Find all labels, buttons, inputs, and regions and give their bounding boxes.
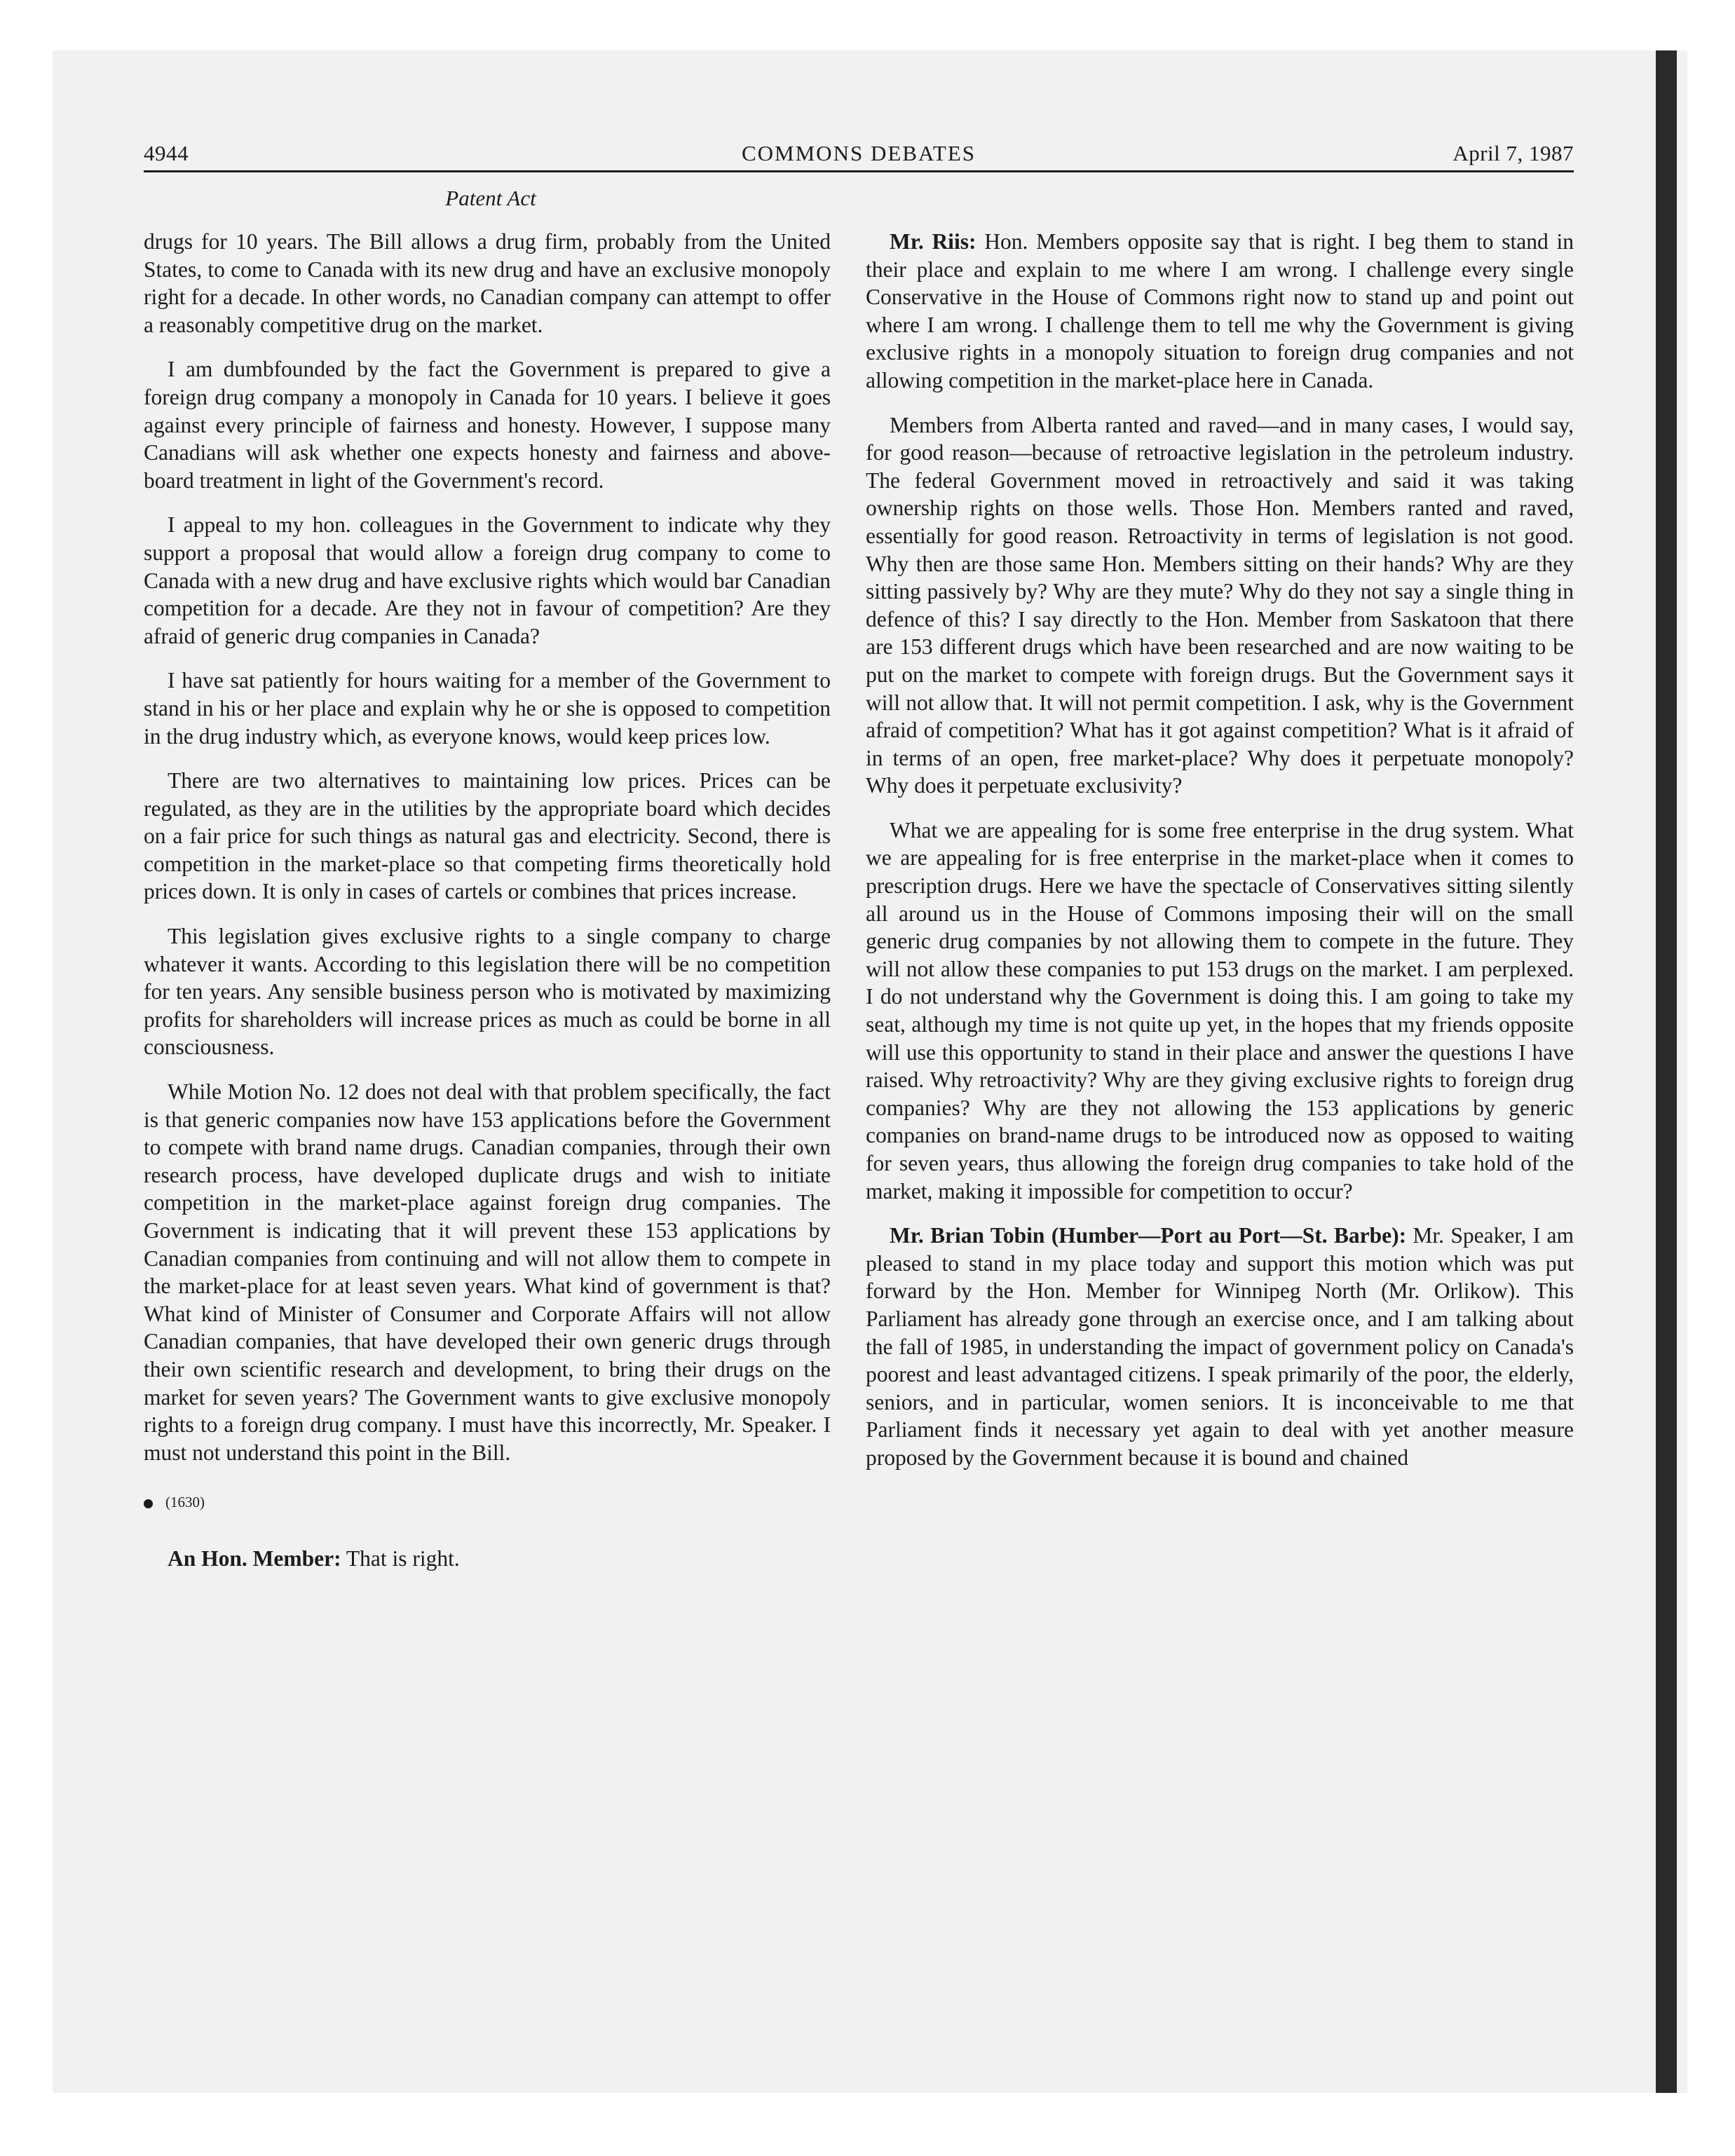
running-head: Patent Act [445, 186, 536, 210]
speech-text: Hon. Members opposite say that is right. I beg them to stand in their place and explain to me where I am wrong. I challenge every single Conservative in the House of Commons right now to stand up and point out where I am wrong. I challenge them to tell me why the Government is giving exclusive rights in a monopoly situation to foreign drug companies and not allowing competition in the market-place here in Canada. [866, 229, 1574, 393]
publication-date: April 7, 1987 [1452, 141, 1574, 165]
paragraph: What we are appealing for is some free enterprise in the drug system. What we are appealing for is free enterprise in the market-place when it comes to prescription drugs. Here we have the spectacle of Conservatives sitting silently all around us in the House of Commons imposing their will on the small generic drug companies by not allowing them to compete in the future. They will not allow these companies to put 153 drugs on the market. I am perplexed. I do not understand why the Government is doing this. I am going to take my seat, although my time is not quite up yet, in the hopes that my friends opposite will use this opportunity to stand in their place and answer the questions I have raised. Why retroactivity? Why are they giving exclusive rights to foreign drug companies? Why are they not allowing the 153 applications by generic companies on brand-name drugs to be introduced now as opposed to waiting for seven years, thus allowing the foreign drug companies to take hold of the market, making it impossible for competition to occur? [866, 817, 1574, 1203]
paragraph: There are two alternatives to maintaining low prices. Prices can be regulated, as they are in the utilities by the appropriate board which decides on a fair price for such things as natural gas and electricity. Second, there is competition in the market-place so that competing firms theoretically hold prices down. It is only in cases of cartels or combines that prices increase. [144, 768, 831, 904]
page-number: 4944 [144, 141, 189, 165]
paragraph: I am dumbfounded by the fact the Government is prepared to give a foreign drug company a monopoly in Canada for 10 years. I believe it goes against every principle of fairness and honesty. However, I suppose many Canadians will ask whether one expects honesty and fairness and above-board treatment in light of the Government's record. [144, 357, 831, 493]
speaker-name: Mr. Brian Tobin (Humber—Port au Port—St. Barbe): [890, 1223, 1407, 1248]
paragraph: While Motion No. 12 does not deal with that problem specifically, the fact is that generic companies now have 153 applications before the Government to compete with brand name drugs. Canadian companies, through their own research process, have developed duplicate drugs and wish to initiate competition in the market-place against foreign drug companies. The Government is indicating that it will prevent these 153 applications by Canadian companies from continuing and will not allow them to compete in the market-place for at least seven years. What kind of government is that? What kind of Minister of Consumer and Corporate Affairs will not allow Canadian companies, that have developed their own generic drugs through their own scientific research and development, to bring their drugs on the market for seven years? The Government wants to give exclusive monopoly rights to a foreign drug company. I must have this incorrectly, Mr. Speaker. I must not understand this point in the Bill. [144, 1079, 831, 1465]
timestamp-text: (1630) [165, 1494, 205, 1511]
speech-riis [866, 228, 1574, 395]
interjection [144, 1545, 831, 1573]
paragraph: I appeal to my hon. colleagues in the Government to indicate why they support a proposal that would allow a foreign drug company to come to Canada with a new drug and have exclusive rights which would bar Canadian competition for a decade. Are they not in favour of competition? Are they afraid of generic drug companies in Canada? [144, 512, 831, 648]
speech-text: That is right. [341, 1546, 460, 1571]
paragraph: This legislation gives exclusive rights to a single company to charge whatever it wants. According to this legislation there will be no competition for ten years. Any sensible business person who is motivated by maximizing profits for shareholders will increase prices as much as could be borne in all consciousness. [144, 924, 831, 1060]
paragraph: Members from Alberta ranted and raved—and in many cases, I would say, for good reason—because of retroactive legislation in the petroleum industry. The federal Government moved in retroactively and said it was taking ownership rights on those wells. Those Hon. Members ranted and raved, essentially for good reason. Retroactivity in terms of legislation is not good. Why then are those same Hon. Members sitting on their hands? Why are they sitting passively by? Why are they mute? Why do they not say a single thing in defence of this? I say directly to the Hon. Member from Saskatoon that there are 153 different drugs which have been researched and are now waiting to be put on the market to compete with foreign drugs. But the Government says it will not allow that. It will not permit competition. I ask, why is the Government afraid of competition? What has it got against competition? What is it afraid of in terms of an open, free market-place? Why does it perpetuate monopoly? Why does it perpetuate exclusivity? [866, 412, 1574, 798]
scan-edge-shadow [1656, 50, 1677, 2093]
speaker-name: An Hon. Member: [168, 1546, 341, 1571]
speech-tobin [866, 1222, 1574, 1471]
left-column [144, 228, 831, 1590]
header-rule [144, 170, 1574, 172]
timestamp [144, 1492, 831, 1513]
bullet-dot-icon [144, 1499, 153, 1508]
speaker-name: Mr. Riis: [890, 229, 977, 254]
document-page [144, 137, 1574, 1571]
right-column [866, 228, 1574, 1489]
publication-title: COMMONS DEBATES [741, 141, 977, 165]
speech-text: Mr. Speaker, I am pleased to stand in my place today and support this motion which was put forward by the Hon. Member for Winnipeg North (Mr. Orlikow). This Parliament has already gone through an exercise once, and I am talking about the fall of 1985, in understanding the impact of government policy on Canada's poorest and least advantaged citizens. I speak primarily of the poor, the elderly, seniors, and in particular, women seniors. It is inconceivable to me that Parliament finds it necessary yet again to deal with yet another measure proposed by the Government because it is bound and chained [866, 1223, 1574, 1470]
paragraph: drugs for 10 years. The Bill allows a drug firm, probably from the United States, to come to Canada with its new drug and have an exclusive monopoly right for a decade. In other words, no Canadian company can attempt to offer a reasonably competitive drug on the market. [144, 229, 831, 337]
page-header [144, 137, 1574, 170]
paragraph: I have sat patiently for hours waiting for a member of the Government to stand in his or her place and explain why he or she is opposed to competition in the drug industry which, as everyone knows, would keep prices low. [144, 668, 831, 749]
